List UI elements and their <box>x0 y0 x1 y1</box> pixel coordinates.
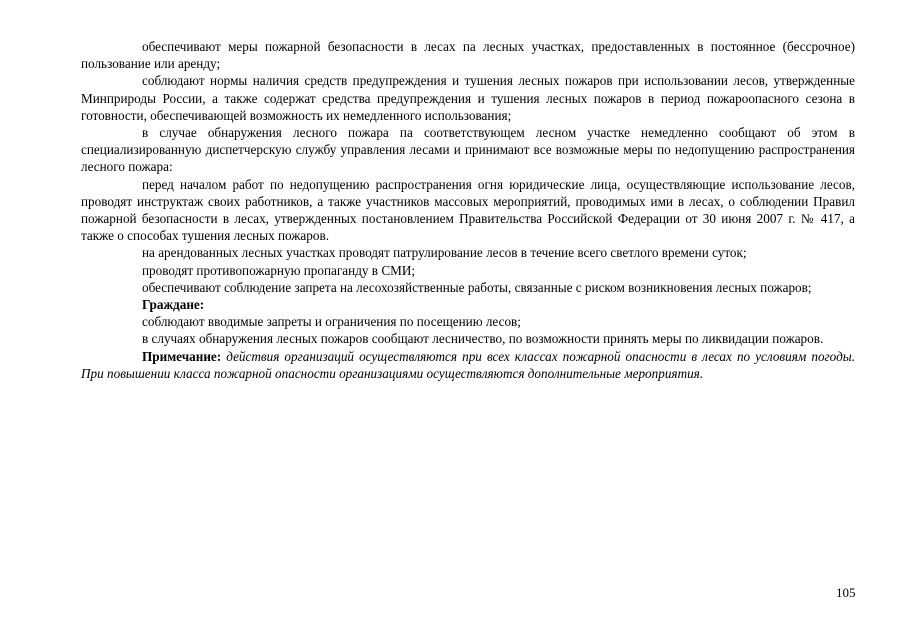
paragraph-propaganda: проводят противопожарную пропаганду в СМИ; <box>142 262 416 278</box>
paragraph-citizens-reporting: в случаях обнаружения лесных пожаров сообщают лесничество, по возможности принять меры по ликвидации пожаров. <box>142 331 824 347</box>
paragraph-patrolling: на арендованных лесных участках проводят патрулирование лесов в течение всего светлого времени суток; <box>142 245 747 261</box>
paragraph-briefing: перед началом работ по недопущению распространения огня юридические лица, осуществляющие использование лесов, проводят инструктаж своих работников, а также участников массовых мероприятий, проводимых ими в лесах, о соблюдении Правил пожарной безопасности в лесах, утвержденных постановлением Правительства Российской Федерации от 30 июня 2007 г. № 417, а также о способах тушения лесных пожаров. <box>81 176 855 244</box>
note-label: Примечание: <box>142 348 222 364</box>
paragraph-work-ban: обеспечивают соблюдение запрета на лесохозяйственные работы, связанные с риском возникновения лесных пожаров; <box>142 279 812 295</box>
page-number: 105 <box>836 585 856 600</box>
paragraph-fire-safety-measures: обеспечивают меры пожарной безопасности в лесах па лесных участках, предоставленных в постоянное (бессрочное) пользование или аренду; <box>81 39 855 72</box>
note-paragraph <box>81 348 855 382</box>
paragraph-fire-detection: в случае обнаружения лесного пожара па соответствующем лесном участке немедленно сообщают об этом в специализированную диспетчерскую службу управления лесами и принимают все возможные меры по недопущению распространения лесного пожара: <box>81 125 855 175</box>
document-body <box>81 38 855 382</box>
citizens-heading: Граждане: <box>142 297 205 313</box>
paragraph-equipment-norms: соблюдают нормы наличия средств предупреждения и тушения лесных пожаров при использовании лесов, утвержденные Минприроды России, а также содержат средства предупреждения и тушения лесных пожаров в период пожароопасного сезона в готовности, обеспечивающей возможность их немедленного использования; <box>81 73 855 123</box>
note-text: действия организаций осуществляются при всех классах пожарной опасности в лесах по условиям погоды. При повышении класса пожарной опасности организациями осуществляются дополнительные мероприятия. <box>81 348 856 381</box>
paragraph-citizens-restrictions: соблюдают вводимые запреты и ограничения по посещению лесов; <box>142 314 521 330</box>
